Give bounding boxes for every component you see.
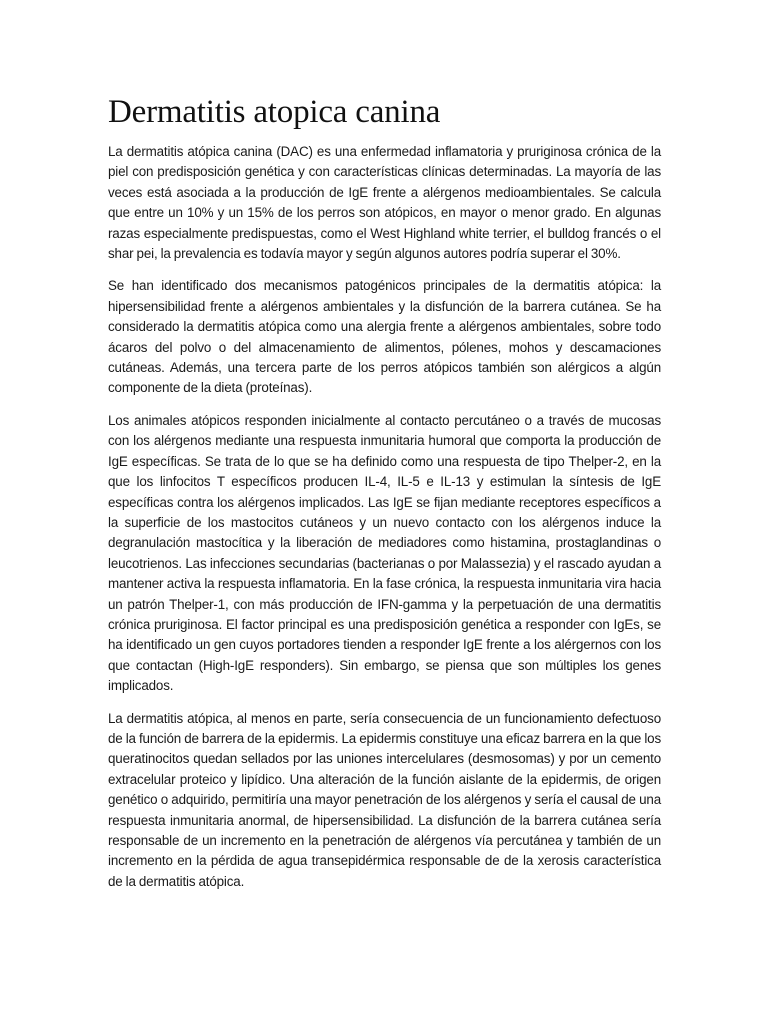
- paragraph-2: Se han identificado dos mecanismos patogénicos principales de la dermatitis atópica: la hipersensibilidad frente a alérgenos ambientales y la disfunción de la barrera cutánea. Se ha considerado la dermatitis atópica como una alergia frente a alérgenos ambientales, sobre todo ácaros del polvo o del almacenamiento de alimentos, pólenes, mohos y descamaciones cutáneas. Además, una tercera parte de los perros atópicos también son alérgicos a algún componente de la dieta (proteínas).: [108, 278, 661, 396]
- document-title: Dermatitis atopica canina: [108, 94, 441, 130]
- document-page: [108, 92, 661, 904]
- paragraph-3: Los animales atópicos responden inicialmente al contacto percutáneo o a través de mucosas con los alérgenos mediante una respuesta inmunitaria humoral que comporta la producción de IgE específicas. Se trata de lo que se ha definido como una respuesta de tipo Thelper-2, en la que los linfocitos T específicos producen IL-4, IL-5 e IL-13 y estimulan la síntesis de IgE específicas contra los alérgenos implicados. Las IgE se fijan mediante receptores específicos a la superficie de los mastocitos cutáneos y un nuevo contacto con los alérgenos induce la degranulación mastocítica y la liberación de mediadores como histamina, prostaglandinas o leucotrienos. Las infecciones secundarias (bacterianas o por Malassezia) y el rascado ayudan a mantener activa la respuesta inflamatoria. En la fase crónica, la respuesta inmunitaria vira hacia un patrón Thelper-1, con más producción de IFN-gamma y la perpetuación de una dermatitis crónica pruriginosa. El factor principal es una predisposición genética a responder con IgEs, se ha identificado un gen cuyos portadores tienden a responder IgE frente a los alérgernos con los que contactan (High-IgE responders). Sin embargo, se piensa que son múltiples los genes implicados.: [108, 412, 661, 694]
- paragraph-1: La dermatitis atópica canina (DAC) es una enfermedad inflamatoria y pruriginosa crónica de la piel con predisposición genética y con características clínicas determinadas. La mayoría de las veces está asociada a la producción de IgE frente a alérgenos medioambientales. Se calcula que entre un 10% y un 15% de los perros son atópicos, en mayor o menor grado. En algunas razas especialmente predispuestas, como el West Highland white terrier, el bulldog francés o el shar pei, la prevalencia es todavía mayor y según algunos autores podría superar el 30%.: [108, 144, 661, 262]
- paragraph-4: La dermatitis atópica, al menos en parte, sería consecuencia de un funcionamiento defectuoso de la función de barrera de la epidermis. La epidermis constituye una eficaz barrera en la que los queratinocitos quedan sellados por las uniones intercelulares (desmosomas) y por un cemento extracelular proteico y lipídico. Una alteración de la función aislante de la epidermis, de origen genético o adquirido, permitiría una mayor penetración de los alérgenos y sería el causal de una respuesta inmunitaria anormal, de hipersensibilidad. La disfunción de la barrera cutánea sería responsable de un incremento en la penetración de alérgenos vía percutánea y también de un incremento en la pérdida de agua transepidérmica responsable de de la xerosis característica de la dermatitis atópica.: [108, 710, 661, 889]
